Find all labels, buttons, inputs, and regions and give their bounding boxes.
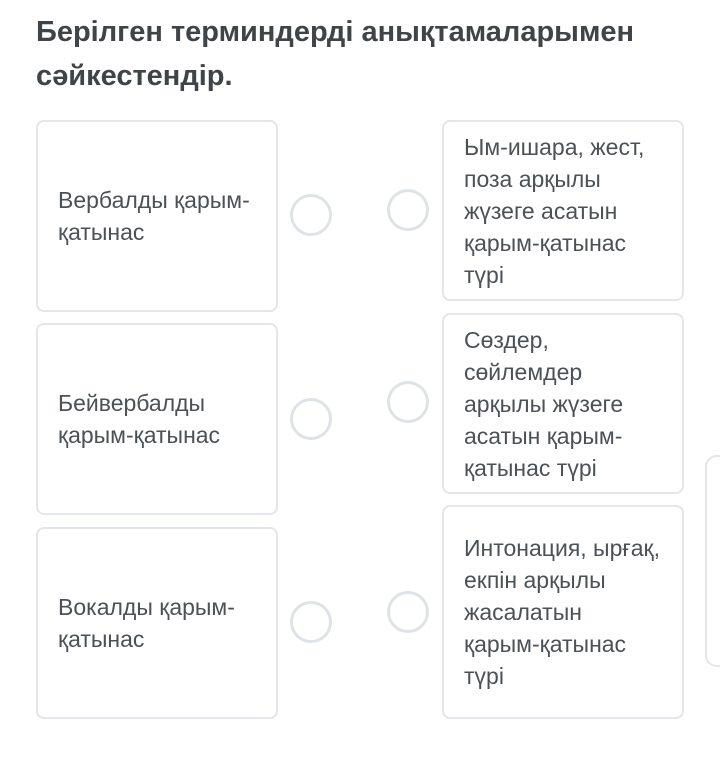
term-card-nonverbal[interactable] bbox=[36, 323, 278, 515]
definition-card-3[interactable] bbox=[442, 505, 684, 719]
term-card-vocal[interactable] bbox=[36, 527, 278, 719]
definition-connector-radio-3[interactable] bbox=[387, 591, 429, 633]
term-label: Вокалды қарым-қатынас bbox=[58, 594, 235, 652]
term-connector-radio-3[interactable] bbox=[290, 601, 332, 643]
definition-connector-radio-2[interactable] bbox=[387, 381, 429, 423]
term-connector-radio-2[interactable] bbox=[290, 398, 332, 440]
definition-label: Ым-ишара, жест, поза арқылы жүзеге асатын қарым-қатынас түрі bbox=[464, 133, 645, 288]
definition-label: Сөздер, сөйлемдер арқылы жүзеге асатын қарым-қатынас түрі bbox=[464, 326, 624, 481]
definition-card-1[interactable] bbox=[442, 120, 684, 301]
definition-connector-radio-1[interactable] bbox=[387, 189, 429, 231]
term-label: Вербалды қарым-қатынас bbox=[58, 187, 250, 245]
term-connector-radio-1[interactable] bbox=[290, 194, 332, 236]
side-panel-tab[interactable] bbox=[705, 455, 720, 667]
definition-card-2[interactable] bbox=[442, 313, 684, 494]
term-label: Бейвербалды қарым-қатынас bbox=[58, 390, 221, 448]
definition-label: Интонация, ырғақ, екпін арқылы жасалатын қарым-қатынас түрі bbox=[464, 535, 661, 689]
question-title: Берілген терминдерді анықтамаларымен сәйкестендір. bbox=[36, 16, 635, 92]
term-card-verbal[interactable] bbox=[36, 120, 278, 312]
